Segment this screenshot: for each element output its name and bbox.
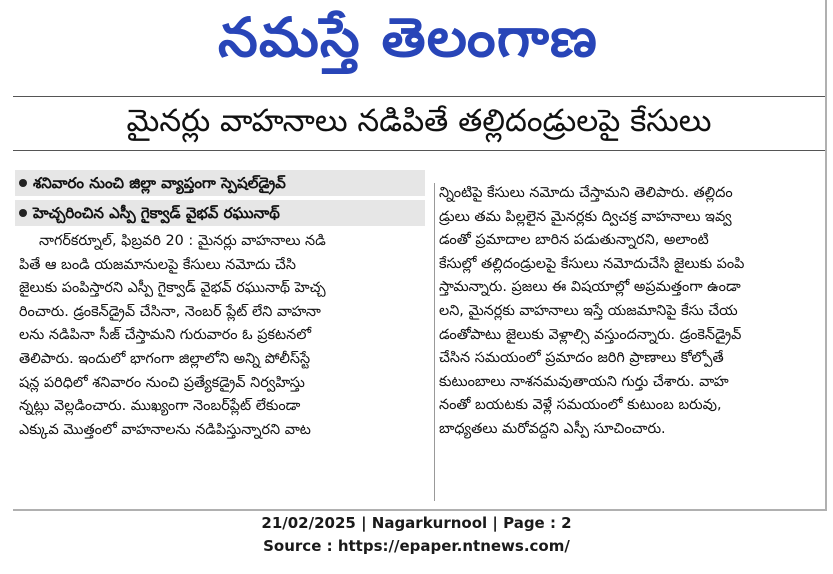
text-line: తెలిపారు. ఇందులో భాగంగా జిల్లాలోని అన్ని పోలీస్‌స్టే bbox=[19, 350, 311, 367]
text-line: రించారు. డ్రంకెన్‌డ్రైవ్ చేసినా, నెంబర్ ప్లేట్ లేని వాహనా bbox=[19, 303, 321, 320]
bullet-icon bbox=[19, 179, 27, 187]
text-line: లను నడిపినా సీజ్ చేస్తామని గురువారం ఓ ప్రకటనలో bbox=[19, 327, 312, 344]
masthead bbox=[13, 0, 825, 88]
article-column-left bbox=[19, 230, 424, 442]
article-column-right bbox=[439, 182, 817, 442]
subheading-2 bbox=[15, 200, 425, 226]
text-line: న్నింటిపై కేసులు నమోదు చేస్తామని తెలిపారు. తల్లిదం bbox=[439, 185, 733, 201]
text-line: జైలుకు పంపిస్తారని ఎస్పీ గైక్వాడ్ వైభవ్ రఘునాథ్ హెచ్చ bbox=[19, 280, 326, 297]
footer-source-line: Source : https://epaper.ntnews.com/ bbox=[263, 537, 570, 555]
text-line: కుటుంబాలు నాశనమవుతాయని గుర్తు చేశారు. వాహ bbox=[439, 373, 729, 390]
subheading-text: హెచ్చరించిన ఎస్పీ గైక్వాడ్ వైభవ్ రఘునాథ్ bbox=[33, 204, 280, 222]
text-line: ఎక్కువ మొత్తంలో వాహనాలను నడిపిస్తున్నారని వాట bbox=[19, 421, 311, 438]
divider bbox=[13, 150, 825, 151]
text-line: పితే ఆ బండి యజమానులపై కేసులు నమోదు చేసి bbox=[19, 256, 296, 273]
text-line: చేసిన సమయంలో ప్రమాదం జరిగి ప్రాణాలు కోల్పోతే bbox=[439, 350, 724, 367]
text-line: కేసుల్లో తల్లిదండ్రులపై కేసులు నమోదుచేసి జైలుకు పంపి bbox=[439, 255, 745, 272]
footer-date-line: 21/02/2025 | Nagarkurnool | Page : 2 bbox=[261, 514, 572, 532]
text-line: డ్రులు తమ పిల్లలైన మైనర్లకు ద్విచక్ర వాహనాలు ఇవ్వ bbox=[439, 208, 732, 225]
article-headline: మైనర్లు వాహనాలు నడిపితే తల్లిదండ్రులపై కేసులు bbox=[126, 103, 712, 139]
text-line: షన్ల పరిధిలో శనివారం నుంచి ప్రత్యేకడ్రైవ్ నిర్వహిస్తు bbox=[19, 374, 305, 391]
subheading-1 bbox=[15, 170, 425, 196]
text-line: నంతో బయటకు వెళ్లే సమయంలో కుటుంబ బరువు, bbox=[439, 397, 722, 414]
text-line: న్నట్లు వెల్లడించారు. ముఖ్యంగా నెంబర్‌ప్లేట్ లేకుండా bbox=[19, 398, 301, 415]
divider bbox=[13, 96, 825, 97]
text-line: బాధ్యతలు మరోవద్దని ఎస్పీ సూచించారు. bbox=[439, 420, 666, 437]
text-line: డంతో ప్రమాదాల బారిన పడుతున్నారని, అలాంటి bbox=[439, 232, 709, 249]
newspaper-clipping bbox=[13, 0, 827, 511]
text-line: స్తామన్నారు. ప్రజలు ఈ విషయాల్లో అప్రమత్తంగా ఉండా bbox=[439, 279, 741, 296]
text-line: లని, మైనర్లకు వాహనాలు ఇస్తే యజమానిపై కేసు చేయ bbox=[439, 302, 738, 319]
text-line: డంతోపాటు జైలుకు వెళ్లాల్సి వస్తుందన్నారు. డ్రంకెన్‌డ్రైవ్ bbox=[439, 326, 742, 343]
bullet-icon bbox=[19, 209, 27, 217]
column-divider bbox=[434, 183, 435, 501]
masthead-title: నమస్తే తెలంగాణ bbox=[218, 6, 598, 69]
text-line: నాగర్‌కర్నూల్, ఫిబ్రవరి 20 : మైనర్లు వాహనాలు నడి bbox=[39, 233, 326, 249]
subheading-text: శనివారం నుంచి జిల్లా వ్యాప్తంగా స్పెషల్‌డ్రైవ్ bbox=[33, 174, 286, 192]
